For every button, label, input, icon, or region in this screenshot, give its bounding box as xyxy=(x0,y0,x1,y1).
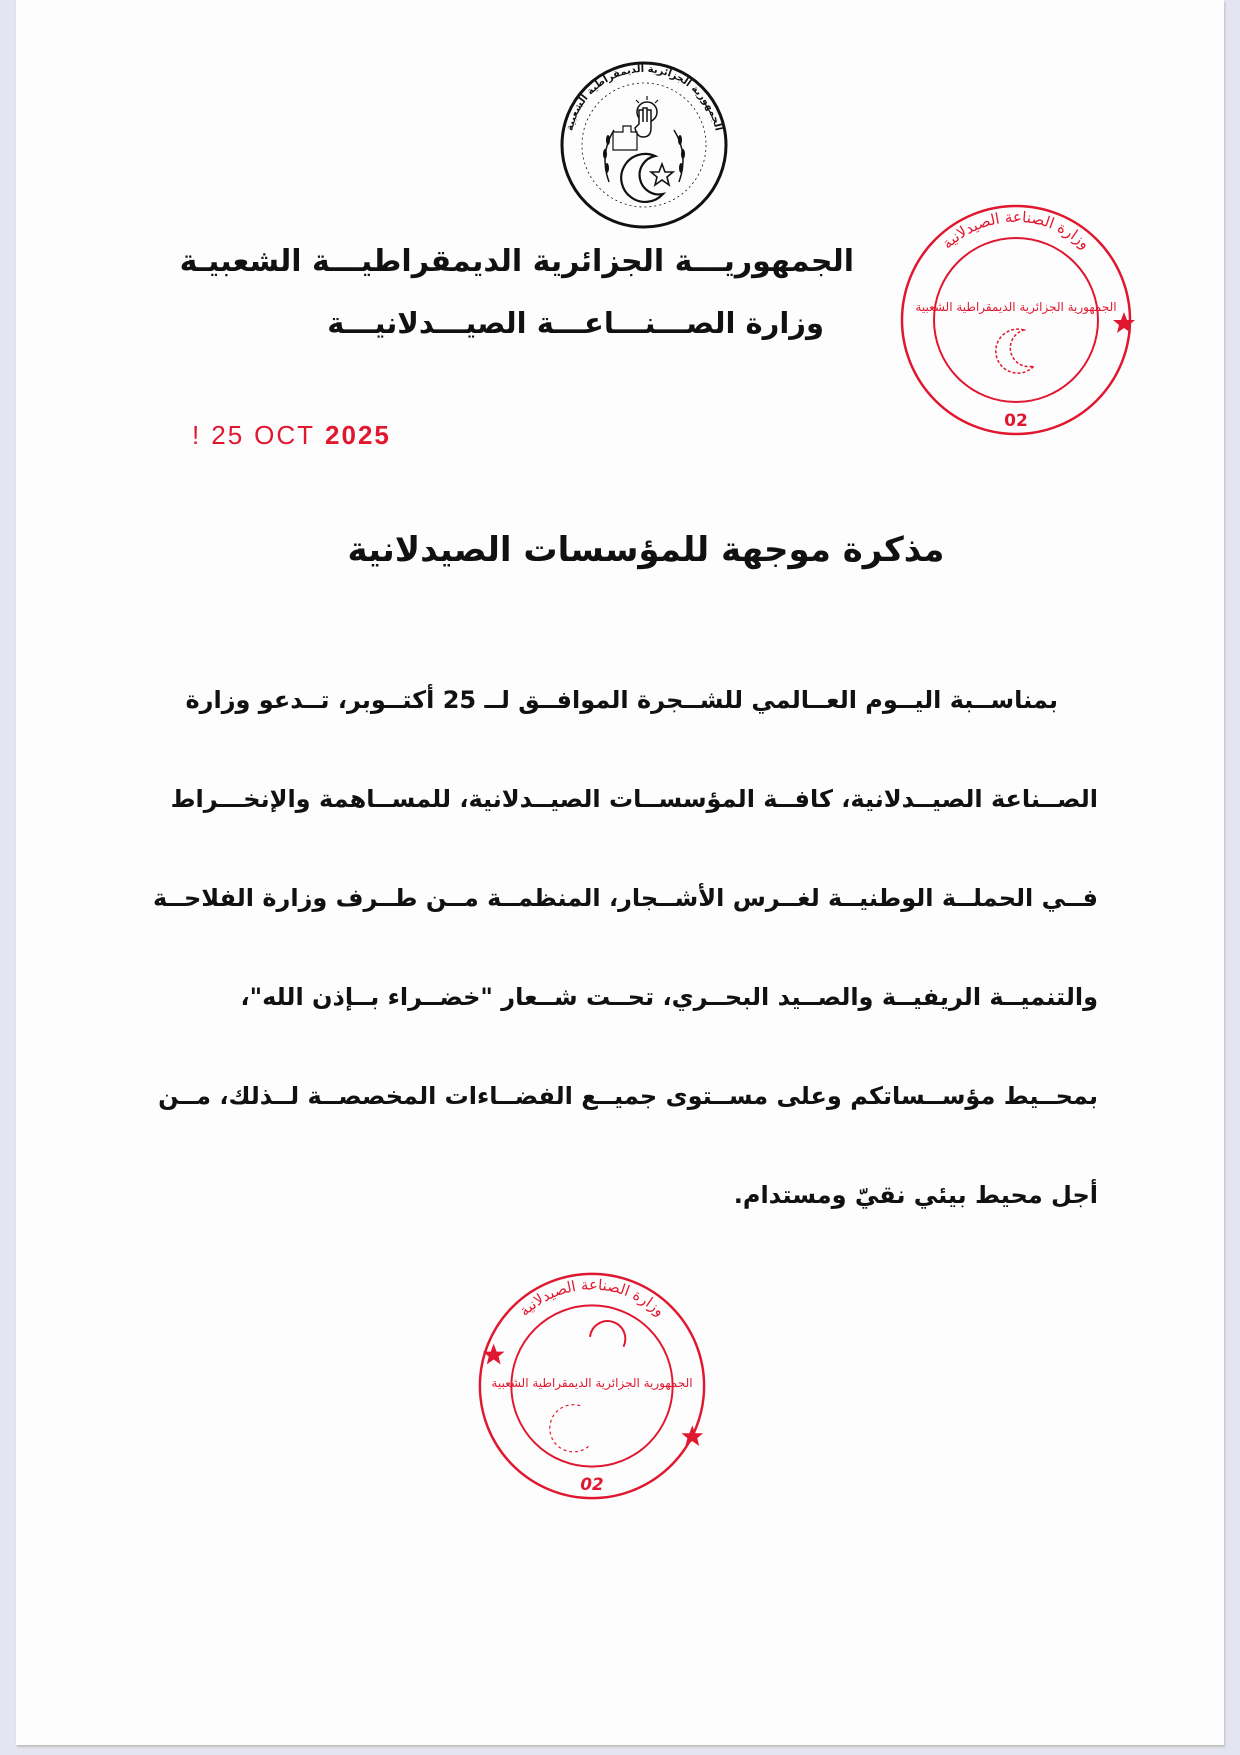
body-line-text: والتنميــة الريفيــة والصــيد البحــري، تحــت شــعار xyxy=(501,983,1098,1011)
stamp-number: 02 xyxy=(1004,411,1028,431)
body-line-slogan xyxy=(142,977,1098,1076)
memo-title: مذكرة موجهة للمؤسسات الصيدلانية xyxy=(347,530,945,570)
official-stamp-top xyxy=(896,200,1136,440)
stamp-inner-text: الجمهورية الجزائرية الديمقراطية الشعبية xyxy=(491,1376,693,1390)
received-date-stamp xyxy=(192,420,401,451)
republic-heading: الجمهوريـــة الجزائرية الديمقراطيـــة الشعبيـة xyxy=(179,244,854,279)
algeria-emblem-icon xyxy=(559,60,729,230)
memo-body xyxy=(142,680,1098,1274)
date-stamp-day: 25 xyxy=(211,420,245,450)
stamp-ring-text: وزارة الصناعة الصيدلانية xyxy=(516,1276,668,1320)
stamp-ring-text: وزارة الصناعة الصيدلانية xyxy=(938,207,1094,253)
date-stamp-year: 2025 xyxy=(325,420,391,450)
body-line: بمحــيط مؤســساتكم وعلى مســتوى جميــع الفضــاءات المخصصــة لــذلك، مــن xyxy=(158,1082,1098,1110)
body-line: بمناســبة اليــوم العــالمي للشــجرة الموافــق لــ 25 أكتــوبر، تــدعو وزارة xyxy=(185,686,1058,714)
star-icon xyxy=(1113,312,1135,333)
emblem-ring-text: الجمهورية الجزائرية الديمقراطية الشعبية xyxy=(564,63,724,132)
date-stamp-month: OCT xyxy=(254,420,316,450)
campaign-slogan: "خضــراء بــإذن الله"، xyxy=(240,983,493,1011)
star-icon xyxy=(681,1425,703,1446)
date-stamp-mark: ! xyxy=(192,420,202,450)
stamp-number: 02 xyxy=(580,1474,604,1495)
stamp-inner-text: الجمهورية الجزائرية الديمقراطية الشعبية xyxy=(915,300,1117,314)
ministry-heading: وزارة الصـــنـــاعـــة الصيـــدلانيـــة xyxy=(327,306,824,340)
body-line: أجل محيط بيئي نقيّ ومستدام. xyxy=(733,1181,1098,1209)
body-line: الصــناعة الصيــدلانية، كافــة المؤسســات الصيــدلانية، للمســاهمة والإنخـــراط xyxy=(170,785,1098,813)
body-line: فــي الحملــة الوطنيــة لغــرس الأشــجار، المنظمــة مــن طــرف وزارة الفلاحــة xyxy=(153,884,1098,912)
document-page xyxy=(16,0,1224,1745)
